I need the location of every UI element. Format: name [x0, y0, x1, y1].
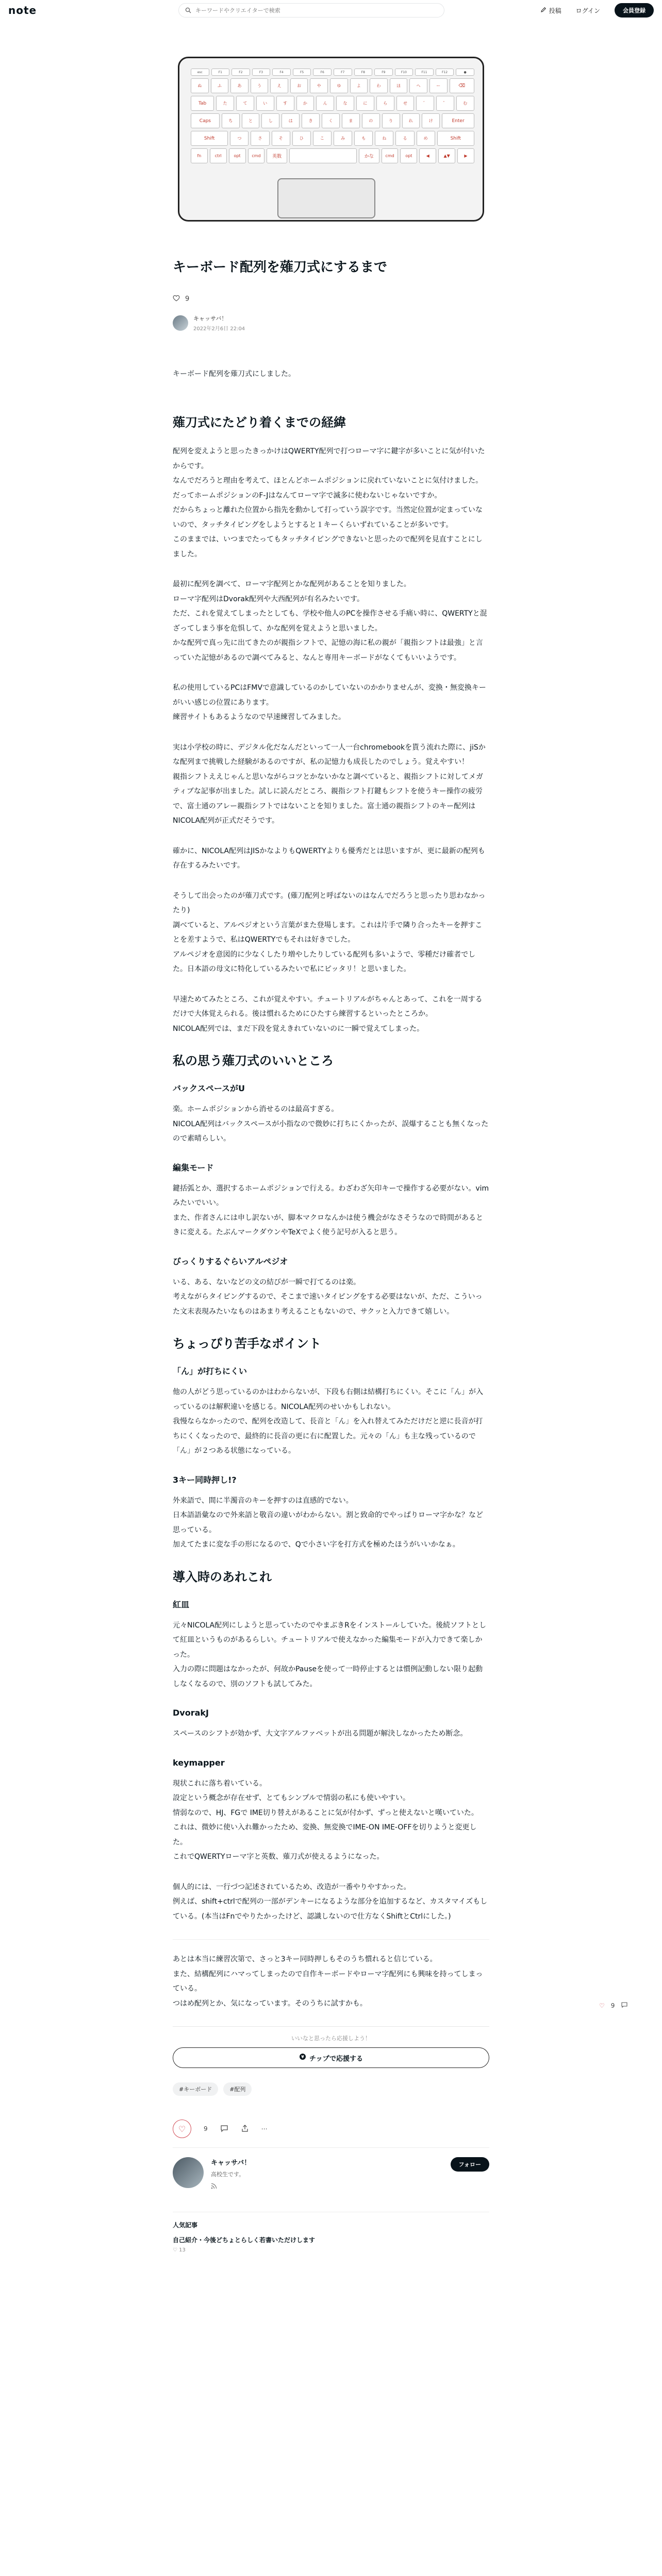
- keyboard-key: ん: [316, 96, 334, 111]
- keyboard-key: ひ: [292, 131, 311, 146]
- tag-layout[interactable]: #配列: [223, 2082, 252, 2096]
- keyboard-key: fn: [191, 148, 208, 163]
- keyboard-key: さ: [251, 131, 269, 146]
- keyboard-keys: [191, 69, 474, 182]
- keyboard-key: かな: [359, 148, 379, 163]
- keyboard-key: ●: [456, 69, 474, 76]
- keyboard-key: F3: [252, 69, 271, 76]
- keyboard-illustration: [178, 57, 484, 222]
- paragraph: 私の使用しているPCはFMVで意識しているのかしていないのかかりませんが、変換・無変換キーがいい感じの位置にあります。 練習サイトもあるようなので早速練習してみました。: [173, 684, 486, 721]
- keyboard-key: て: [236, 96, 254, 111]
- keyboard-key: Shift: [191, 131, 228, 146]
- subsection-heading: 3キー同時押し!?: [173, 1475, 237, 1485]
- profile-avatar[interactable]: [173, 2157, 204, 2188]
- keyboard-key: ゆ: [330, 78, 348, 93]
- subsection-heading: 「ん」が打ちにくい: [173, 1366, 247, 1376]
- keyboard-key: Tab: [191, 96, 214, 111]
- comment-icon[interactable]: [220, 2124, 228, 2134]
- keyboard-row: [191, 96, 474, 111]
- keyboard-key: opt: [400, 148, 417, 163]
- paragraph: 個人的には、一行づつ記述されているため、改造が一番やりやすかった。 例えば、shift+ctrlで配列の一部がデンキーになるような部分を追加するなど、カスタマイズもしている。(本当はFnでやりたかったけど、認識しないので仕方なくShiftとCtrlにした。): [173, 1883, 488, 1921]
- article: [173, 258, 489, 2253]
- more-icon[interactable]: ⋯: [261, 2125, 268, 2132]
- tip-label: チップで応援する: [309, 2055, 363, 2063]
- paragraph: 確かに、NICOLA配列はJISかなよりもQWERTYよりも優秀だとは思いますが、更に最新の配列も存在するみたいです。: [173, 846, 485, 870]
- paragraph: 早速ためてみたところ、これが覚えやすい。チュートリアルがちゃんとあって、これを一周するだけで大体覚えられる。後は慣れるためにひたすら練習するといったところか。 NICOLA配列では、まだ下段を覚えきれていないのに一瞬で覚えてしまった。: [173, 995, 483, 1033]
- popular-item-likes: ♡ 13: [173, 2247, 186, 2253]
- trackpad: [277, 178, 375, 218]
- follow-button[interactable]: フォロー: [451, 2157, 489, 2172]
- keyboard-key: わ: [370, 78, 388, 93]
- like-bar: [173, 294, 489, 304]
- paragraph: スペースのシフトが効かず、大文字アルファベットが出る問題が解決しなかったため断念。: [173, 1730, 468, 1738]
- section-heading: 私の思う薙刀式のいいところ: [173, 1054, 334, 1068]
- keyboard-key: へ: [409, 78, 427, 93]
- keyboard-key: し: [261, 113, 279, 128]
- keyboard-key: F12: [436, 69, 454, 76]
- profile-bio: 高校生です。: [211, 2171, 245, 2178]
- popular-heading: 人気記事: [173, 2222, 198, 2229]
- paragraph: 最初に配列を調べて、ローマ字配列とかな配列があることを知りました。 ローマ字配列はDvorak配列や大西配列が有名みたいです。 ただ、これを覚えてしまったとしても、学校や他人のPCを操作させる手痛い時に、QWERTYと混ざってしまう事を危惧して、かな配列を覚えようと思いました。 かな配列で真っ先に出てきたのが親指シフトで、記憶の海に私の親が「親指シフトは最強」と言っていた記憶があるので調べてみると、なんと専用キーボードがなくてもいいようです。: [173, 580, 487, 662]
- heart-icon: ♡: [178, 2124, 186, 2134]
- keyboard-key: Shift: [437, 131, 474, 146]
- search-icon: [185, 6, 191, 15]
- keyboard-key: ふ: [211, 78, 229, 93]
- search-input[interactable]: [195, 7, 438, 14]
- keyboard-key: む: [456, 96, 474, 111]
- paragraph: 実は小学校の時に、デジタル化だなんだといって一人一台chromebookを貰う流れた際に、jiSかな配列まで挑戦した経験があるのですが、私の記憶力も成長したのでしょう。覚えやすい！ 親指シフトええじゃんと思いながらコツとかないかなと調べていると、親指シフトに対してメガティブな記事が出ました。試しに読んだところ、親指シフト打鍵もシフトを使うキー操作の疲労で、富士通のアレー親指シフトではないことを知りました。富士通の親指シフトのキー配列はNICOLA配列が正式だそうです。: [173, 743, 486, 825]
- float-like-count: 9: [610, 2002, 615, 2009]
- keyboard-row: [191, 131, 474, 146]
- keyboard-key: か: [296, 96, 315, 111]
- article-title: キーボード配列を薙刀式にするまで: [173, 260, 388, 275]
- section-heading: 導入時のあれこれ: [173, 1569, 272, 1584]
- keyboard-key: こ: [313, 131, 332, 146]
- paragraph: そうして出会ったのが薙刀式です。(薙刀配列と呼ばないのはなんでだろうと思ったり思わなかったり) 調べていると、アルペジオという言葉がまた登場します。これは片手で隣り合ったキーを押すことを差すようで、私はQWERTYでもそれは好きでした。 アルペジオを意図的に少なくしたり増やしたりしている配列も多いようで、零種だけ確者でした。日本語の母文に特化しているみたいで私にピッタリ！と思いました。: [173, 891, 486, 973]
- keyboard-key: ー: [429, 78, 448, 93]
- keyboard-key: F7: [334, 69, 352, 76]
- keyboard-key: ⌫: [450, 78, 474, 93]
- subsection-heading: DvorakJ: [173, 1708, 209, 1718]
- post-label: 投稿: [549, 7, 561, 14]
- keyboard-key: [289, 148, 357, 163]
- keyboard-key: そ: [272, 131, 290, 146]
- keyboard-key: ゛: [416, 96, 434, 111]
- keyboard-key: も: [354, 131, 373, 146]
- author-block[interactable]: [173, 314, 489, 332]
- share-icon[interactable]: [241, 2124, 249, 2134]
- rss-icon[interactable]: [211, 2181, 251, 2191]
- popular-articles: [173, 2212, 489, 2253]
- keyboard-key: み: [334, 131, 352, 146]
- keyboard-key: F4: [272, 69, 291, 76]
- keyboard-key: せ: [396, 96, 415, 111]
- keyboard-key: め: [417, 131, 435, 146]
- section-heading: 薙刀式にたどり着くまでの経緯: [173, 415, 346, 430]
- keyboard-key: く: [322, 113, 340, 128]
- floating-actions: [599, 2001, 628, 2010]
- keyboard-key: は: [282, 113, 300, 128]
- keyboard-key: た: [216, 96, 234, 111]
- keyboard-key: る: [395, 131, 414, 146]
- paragraph: 鍵括弧とか、選択するホームポジションで行える。わざわざ矢印キーで操作する必要がない。vimみたいでいい。 また、作者さんには申し訳ないが、脚本マクロなんかは使う機会がなさそうなので時間があるときに変える。たぶんマークダウンやTeXでよく使う記号が入ると思う。: [173, 1184, 489, 1236]
- tip-icon: [299, 2053, 306, 2062]
- lead-paragraph: キーボード配列を薙刀式にしました。: [173, 370, 295, 378]
- keyboard-key: ▶: [457, 148, 474, 163]
- keyboard-key: ぬ: [191, 78, 209, 93]
- subsection-heading: 紅皿: [173, 1599, 190, 1609]
- paragraph: 現状これに落ち着いている。 設定という概念が存在せず、とてもシンプルで情弱の私にも使いやすい。 情弱なので、HJ、FGで IME切り替えがあることに気が付かず、ずっと使えないと嘆いていた。 これは、微妙に使い入れ難かったため、変換、無変換でIME-ON IME-OFFを切りようと変更した。 これでQWERTYローマ字と英数、薙刀式が使えるようになった。: [173, 1779, 478, 1861]
- signup-button[interactable]: 会員登録: [615, 3, 654, 18]
- keyboard-key: す: [276, 96, 294, 111]
- paragraph: 他の人がどう思っているのかはわからないが、下段も右側は結構打ちにくい。そこに「ん」が入っているのは解釈違いを感じる。NICOLA配列のせいかもしれない。 我慢ならなかったので、配列を改造して、長音と「ん」を入れ替えてみただけだと逆に長音が打ちにくくなったので、最終的に長音の更に右に配置した。元々の「ん」も主な残っているので「ん」が２つある状態になっている。: [173, 1388, 483, 1455]
- paragraph: 楽。ホームポジションから消せるのは最高すぎる。 NICOLA配列はバックスペースが小指なので微妙に打ちにくかったが、誤爆することも無くなったので素晴らしい。: [173, 1105, 489, 1143]
- keyboard-key: ctrl: [210, 148, 227, 163]
- keyboard-key: な: [336, 96, 354, 111]
- popular-item-title[interactable]: 自己紹介・今後どちょとらしく若書いただけします: [173, 2236, 316, 2244]
- float-share-icon[interactable]: [621, 2001, 628, 2010]
- paragraph: いる、ある、ないなどの文の結びが一瞬で打てるのは楽。 考えながらタイピングするので、そこまで速いタイピングをする必要はないが、ただ、こういった文末表現みたいなものはあまり考えることもないので、サクッと入力できて嬉しい。: [173, 1278, 483, 1316]
- keyboard-key: cmd: [382, 148, 399, 163]
- keyboard-key: ら: [376, 96, 394, 111]
- post-button[interactable]: [540, 6, 561, 15]
- keyboard-key: ち: [222, 113, 240, 128]
- keyboard-key: F9: [374, 69, 393, 76]
- keyboard-key: い: [256, 96, 274, 111]
- keyboard-key: あ: [230, 78, 249, 93]
- keyboard-key: opt: [229, 148, 246, 163]
- tag-list: [173, 2082, 489, 2096]
- note-logo[interactable]: note: [8, 4, 37, 16]
- keyboard-key: け: [422, 113, 440, 128]
- keyboard-row: [191, 69, 474, 76]
- keyboard-key: や: [310, 78, 328, 93]
- search-bar[interactable]: [178, 3, 444, 18]
- keyboard-row: [191, 113, 474, 128]
- author-avatar[interactable]: [173, 315, 188, 331]
- subsection-heading: びっくりするぐらいアルペジオ: [173, 1256, 288, 1266]
- paragraph: 元々NICOLA配列にしようと思っていたのでやまぶきRをインストールしていた。後続ソフトとして紅皿というものがあるらしい。チュートリアルで使えなかった編集モードが入力できて楽しかった。 入力の際に問題はなかったが、何故かPauseを使って一時停止するとは慣例記動しない限り起動しなくなるので、別のソフトも試してみた。: [173, 1621, 487, 1688]
- svg-text:¥: ¥: [301, 2055, 304, 2059]
- keyboard-key: と: [242, 113, 260, 128]
- keyboard-key: お: [290, 78, 308, 93]
- login-link[interactable]: ログイン: [575, 7, 600, 14]
- creator-profile: [173, 2157, 489, 2191]
- keyboard-key: ま: [342, 113, 360, 128]
- keyboard-key: ね: [375, 131, 393, 146]
- keyboard-key: ▲▼: [438, 148, 455, 163]
- keyboard-key: ゜: [436, 96, 454, 111]
- keyboard-key: つ: [230, 131, 249, 146]
- section-heading: ちょっぴり苦手なポイント: [173, 1336, 321, 1351]
- keyboard-key: 英数: [267, 148, 287, 163]
- keyboard-key: え: [270, 78, 288, 93]
- keyboard-key: cmd: [248, 148, 265, 163]
- action-like-count: 9: [204, 2125, 208, 2132]
- keyboard-key: り: [382, 113, 400, 128]
- keyboard-key: ほ: [390, 78, 408, 93]
- keyboard-key: F5: [293, 69, 311, 76]
- keyboard-key: F6: [313, 69, 332, 76]
- keyboard-key: F11: [415, 69, 434, 76]
- support-question: いいなと思ったら応援しよう！: [291, 2035, 371, 2042]
- action-bar: [173, 2120, 489, 2148]
- keyboard-row: [191, 148, 474, 163]
- keyboard-row: [191, 78, 474, 93]
- hero-keyboard-image: [173, 52, 489, 227]
- popular-like-count: 13: [179, 2247, 186, 2253]
- keyboard-key: に: [356, 96, 374, 111]
- keyboard-key: ◀: [419, 148, 436, 163]
- keyboard-key: う: [251, 78, 269, 93]
- tip-button[interactable]: [173, 2047, 489, 2068]
- author-name[interactable]: キャッサバ！: [193, 315, 227, 322]
- subsection-heading: バックスペースがU: [173, 1083, 245, 1093]
- closing-paragraph: あとは本当に練習次第で、さっと3キー同時押しもそのうち慣れると信じている。 また、結構配列にハマってしまったので自作キーボードやローマ字配列にも興味を持ってしまっている。 つはめ配列とか、気になっています。そのうちに試すかも。: [173, 1939, 489, 2011]
- tag-keyboard[interactable]: #キーボード: [173, 2082, 218, 2096]
- keyboard-key: F2: [231, 69, 250, 76]
- float-heart-icon[interactable]: ♡: [599, 2002, 605, 2009]
- like-count: 9: [185, 295, 190, 303]
- keyboard-key: き: [302, 113, 320, 128]
- profile-name[interactable]: キャッサバ！: [211, 2159, 251, 2167]
- like-button[interactable]: [173, 2120, 191, 2138]
- subsection-heading: keymapper: [173, 1757, 225, 1768]
- keyboard-key: れ: [402, 113, 420, 128]
- keyboard-key: よ: [350, 78, 368, 93]
- subsection-heading: 編集モード: [173, 1162, 214, 1173]
- keyboard-key: の: [362, 113, 380, 128]
- keyboard-key: F1: [211, 69, 230, 76]
- keyboard-key: Caps: [191, 113, 220, 128]
- paragraph: 外来語で、間に半濁音のキーを押すのは直感的でない。 日本語語彙なので外来語と敬音の違いがわからない。割と致命的でやっぱりローマ字かな？など思っている。 加えてたまに変な手の形になるので、Qで小さい字を打方式を極めたほうがいいかなぁ。: [173, 1496, 483, 1549]
- keyboard-key: esc: [191, 69, 209, 76]
- keyboard-key: F8: [354, 69, 373, 76]
- top-header: [0, 0, 662, 21]
- pencil-icon: [540, 7, 547, 14]
- keyboard-key: Enter: [442, 113, 474, 128]
- support-box: [173, 2026, 489, 2068]
- paragraph: 配列を変えようと思ったきっかけはQWERTY配列で打つローマ字に鍵字が多いことに気が付いたからです。 なんでだろうと理由を考えて、ほとんどホームポジションに戻れていないことに気付けました。 だってホームポジションのF-Jはなんてローマ字で滅多に使わないじゃないですか。 だからちょっと離れた位置から指先を動かして打っていう誤字です。当然定位置が定まっていないので、タッチタイピングをしようとすると１キーくらいずれていることが多いです。 このままでは、いつまでたってもタッチタイピングできないと思ったので配列を見直すことにしました。: [173, 447, 485, 558]
- publish-date: 2022年2月6日 22:04: [193, 326, 245, 332]
- heart-icon[interactable]: [173, 295, 180, 303]
- keyboard-key: F10: [395, 69, 413, 76]
